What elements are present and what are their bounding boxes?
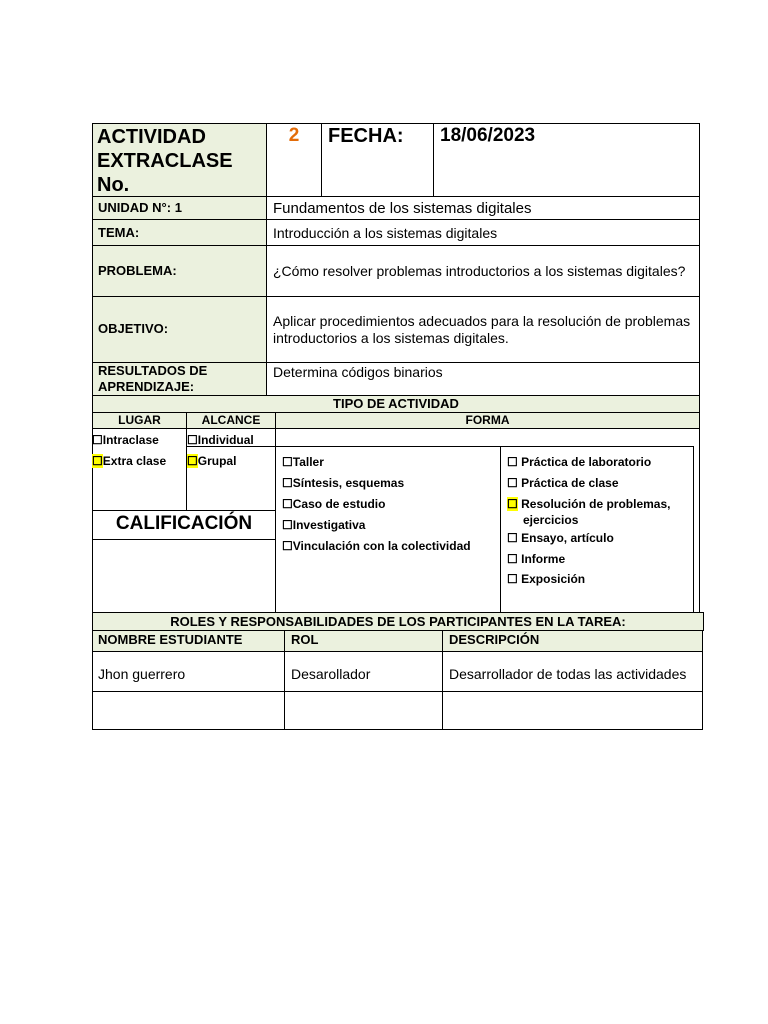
forma-left-list	[282, 452, 471, 557]
roles-row1-descripcion-cell	[442, 651, 703, 692]
actividad-label: ACTIVIDAD EXTRACLASE No.	[97, 126, 233, 196]
checkbox-icon[interactable]: ☐	[507, 551, 518, 566]
forma-option-sintesis[interactable]: ☐Síntesis, esquemas	[282, 476, 405, 490]
objetivo-value: Aplicar procedimientos adecuados para la resolución de problemas introductorios a los sistemas digitales.	[273, 313, 691, 346]
resultados-value-cell	[266, 362, 700, 396]
calificacion-label: CALIFICACIÓN	[115, 513, 253, 534]
lugar-header-cell	[92, 412, 187, 429]
roles-header-descripcion: DESCRIPCIÓN	[449, 632, 540, 647]
checkbox-icon[interactable]: ☐	[92, 433, 103, 447]
checkbox-icon[interactable]: ☐	[507, 572, 518, 586]
checkbox-icon[interactable]: ☐	[92, 454, 103, 468]
roles-title-cell	[92, 612, 704, 631]
actividad-label-cell	[92, 123, 267, 197]
checkbox-icon[interactable]: ☐	[282, 497, 293, 511]
lugar-option-intraclase[interactable]: ☐Intraclase	[92, 433, 159, 447]
roles-row1-rol-cell	[284, 651, 443, 692]
roles-title: ROLES Y RESPONSABILIDADES DE LOS PARTICIPANTES EN LA TAREA:	[170, 614, 626, 629]
alcance-header: ALCANCE	[201, 413, 261, 427]
checkbox-icon[interactable]: ☐	[507, 531, 518, 545]
checkbox-icon[interactable]: ☐	[187, 433, 198, 447]
roles-header-nombre: NOMBRE ESTUDIANTE	[98, 632, 243, 647]
roles-row2-descripcion-cell	[442, 691, 703, 730]
alcance-option-grupal[interactable]: ☐Grupal	[187, 454, 237, 468]
lugar-header: LUGAR	[118, 413, 161, 427]
calificacion-cell	[92, 510, 276, 540]
unidad-value-cell	[266, 196, 700, 220]
unidad-value: Fundamentos de los sistemas digitales	[273, 200, 532, 217]
forma-option-ensayo[interactable]: ☐ Ensayo, artículo	[507, 531, 614, 545]
actividad-number: 2	[288, 125, 300, 146]
tipo-title: TIPO DE ACTIVIDAD	[333, 396, 459, 411]
fecha-label-cell	[321, 123, 434, 197]
forma-option-vinculacion[interactable]: ☐Vinculación con la colectividad	[282, 539, 471, 553]
objetivo-label: OBJETIVO:	[98, 321, 169, 336]
unidad-label: UNIDAD N°: 1	[98, 200, 182, 215]
forma-option-practica-clase[interactable]: ☐ Práctica de clase	[507, 475, 619, 490]
fecha-value-cell	[433, 123, 700, 197]
roles-row2-nombre-cell	[92, 691, 285, 730]
problema-label: PROBLEMA:	[98, 263, 177, 278]
forma-option-taller[interactable]: ☐Taller	[282, 455, 324, 469]
roles-header-rol: ROL	[291, 632, 319, 647]
roles-header-rol-cell	[284, 630, 443, 652]
problema-label-cell	[92, 245, 267, 297]
alcance-header-cell	[186, 412, 276, 429]
checkbox-icon[interactable]: ☐	[282, 476, 293, 490]
alcance-option-individual[interactable]: ☐Individual	[187, 433, 254, 447]
forma-option-informe[interactable]: ☐ Informe	[507, 551, 566, 566]
actividad-number-cell	[266, 123, 322, 197]
forma-left-box	[275, 446, 501, 613]
alcance-options-cell	[186, 428, 276, 511]
problema-value: ¿Cómo resolver problemas introductorios a los sistemas digitales?	[273, 263, 686, 279]
objetivo-value-cell	[266, 296, 700, 363]
forma-option-laboratorio[interactable]: ☐ Práctica de laboratorio	[507, 455, 652, 469]
problema-value-cell	[266, 245, 700, 297]
calificacion-value-cell	[92, 539, 276, 613]
tipo-title-cell	[92, 395, 700, 413]
lugar-option-extra-clase[interactable]: ☐Extra clase	[92, 454, 167, 468]
resultados-value: Determina códigos binarios	[273, 364, 443, 380]
forma-right-box	[500, 446, 694, 613]
tema-value: Introducción a los sistemas digitales	[273, 225, 498, 241]
roles-row1-nombre-cell	[92, 651, 285, 692]
checkbox-icon[interactable]: ☐	[507, 475, 518, 490]
checkbox-icon[interactable]: ☐	[187, 454, 198, 468]
unidad-label-cell	[92, 196, 267, 220]
objetivo-label-cell	[92, 296, 267, 363]
checkbox-icon[interactable]: ☐	[282, 518, 293, 532]
roles-header-descripcion-cell	[442, 630, 703, 652]
resultados-label-cell	[92, 362, 267, 396]
resultados-label: RESULTADOS DE APRENDIZAJE:	[98, 363, 208, 394]
roles-row2-rol-cell	[284, 691, 443, 730]
forma-option-investigativa[interactable]: ☐Investigativa	[282, 518, 366, 532]
forma-header-cell	[275, 412, 700, 429]
forma-option-exposicion[interactable]: ☐ Exposición	[507, 572, 586, 586]
tema-label: TEMA:	[98, 225, 140, 240]
roles-row1-descripcion: Desarrollador de todas las actividades	[449, 666, 687, 682]
lugar-options-cell	[92, 428, 187, 511]
checkbox-icon[interactable]: ☐	[507, 455, 518, 469]
checkbox-icon[interactable]: ☐	[282, 455, 293, 469]
roles-row1-rol: Desarollador	[291, 666, 371, 682]
forma-header: FORMA	[465, 413, 510, 427]
checkbox-icon[interactable]: ☐	[282, 539, 293, 553]
forma-option-caso[interactable]: ☐Caso de estudio	[282, 497, 386, 511]
fecha-value: 18/06/2023	[440, 125, 536, 146]
alcance-divider	[186, 446, 276, 447]
forma-option-resolucion[interactable]: ☐ Resolución de problemas, ejercicios	[507, 497, 671, 527]
forma-right-list	[507, 452, 670, 590]
roles-header-nombre-cell	[92, 630, 285, 652]
checkbox-icon[interactable]: ☐	[507, 497, 518, 511]
tema-value-cell	[266, 219, 700, 246]
tema-label-cell	[92, 219, 267, 246]
fecha-label: FECHA:	[328, 125, 404, 147]
roles-row1-nombre: Jhon guerrero	[98, 666, 186, 682]
